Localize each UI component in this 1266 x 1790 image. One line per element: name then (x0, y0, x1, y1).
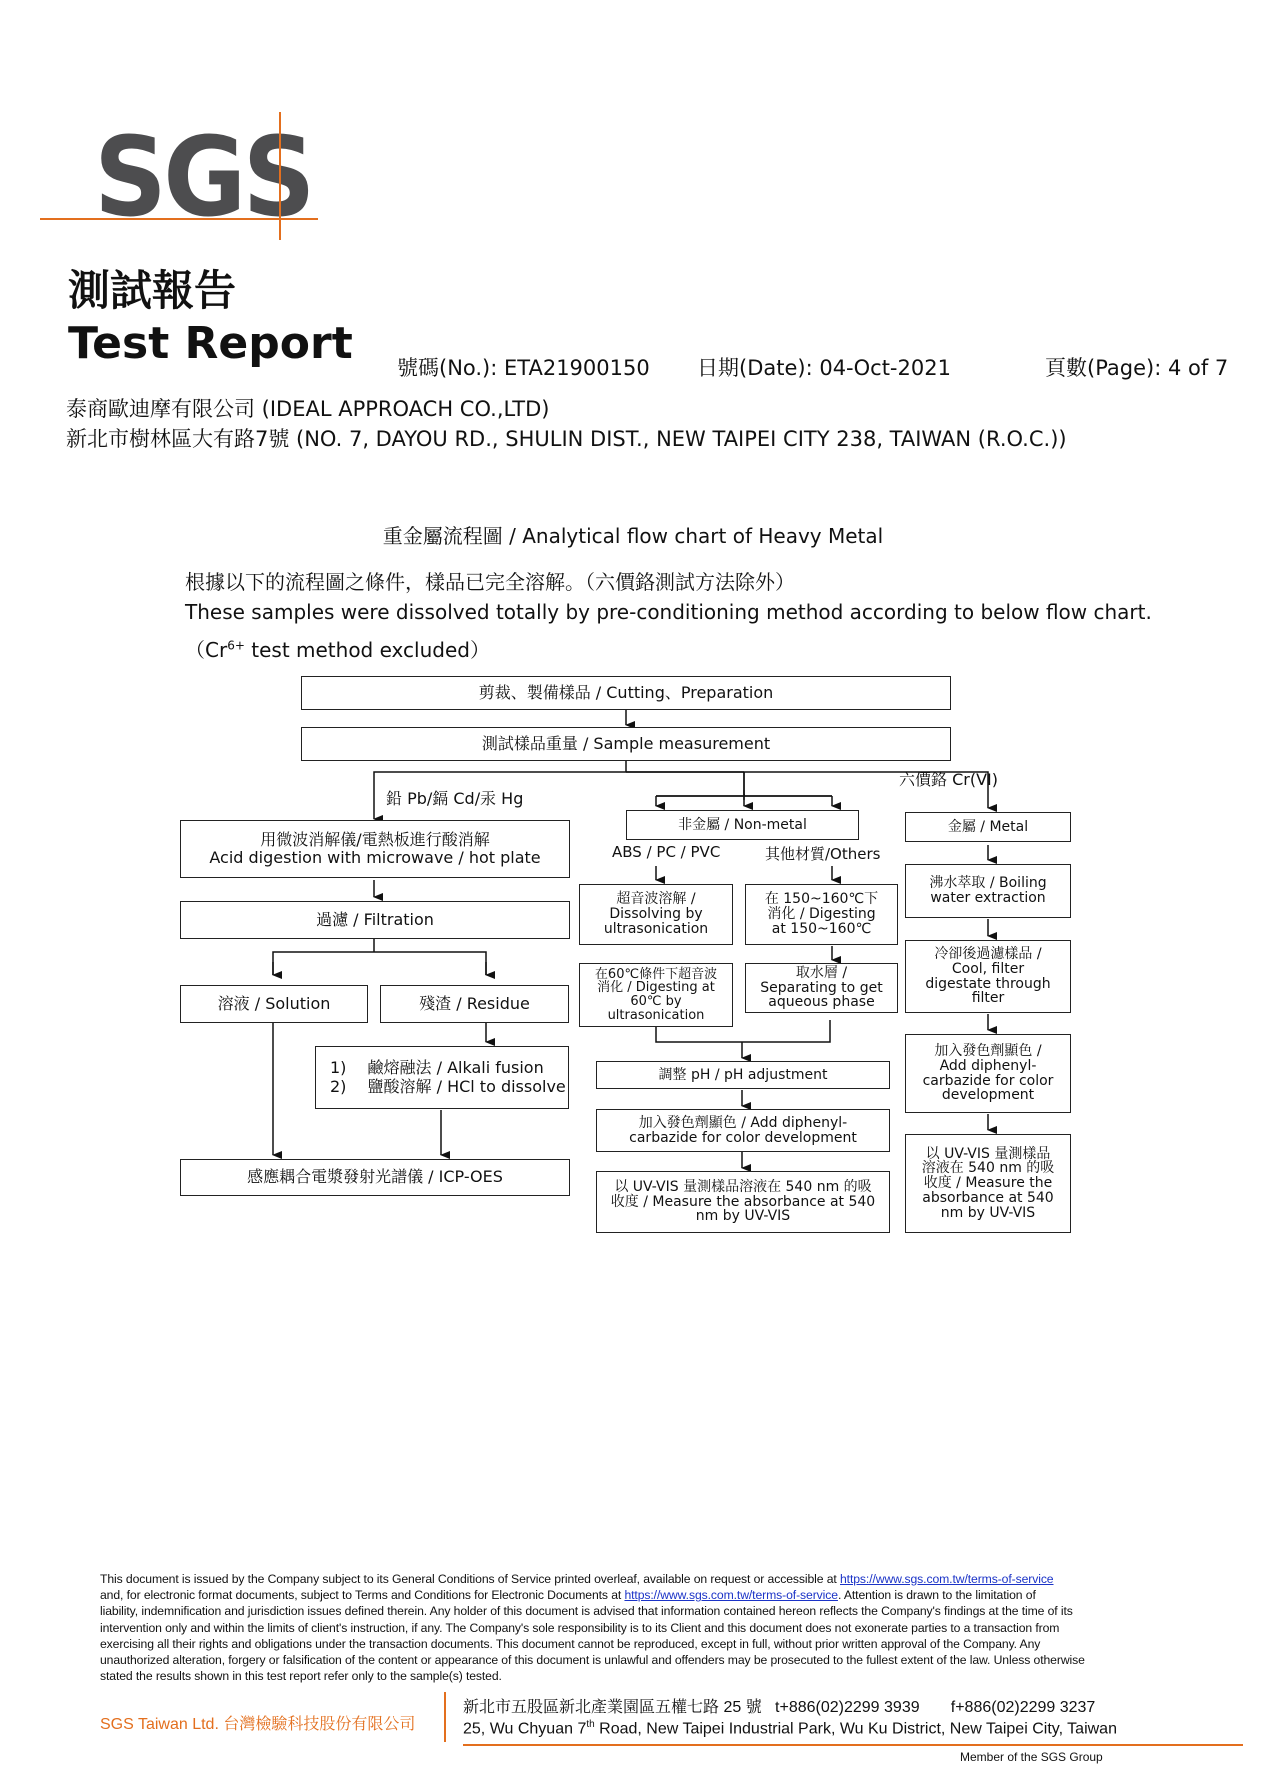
report-number: 號碼(No.): ETA21900150 (397, 356, 650, 380)
digest-150-box: 在 150~160℃下 消化 / Digesting at 150~160℃ (745, 884, 898, 945)
ph-adjust-box: 調整 pH / pH adjustment (596, 1061, 890, 1089)
client-company: 泰商歐迪摩有限公司 (IDEAL APPROACH CO.,LTD) (66, 397, 550, 421)
footer-rule (463, 1744, 1243, 1746)
intro-zh: 根據以下的流程圖之條件，樣品已完全溶解。（六價鉻測試方法除外） (185, 570, 795, 594)
footer-address-en: 25, Wu Chyuan 7th Road, New Taipei Industrial Park, Wu Ku District, New Taipei City, Taiwan (463, 1719, 1117, 1738)
diphenyl-right-box: 加入發色劑顯色 / Add diphenyl- carbazide for color development (905, 1034, 1071, 1113)
intro-en: These samples were dissolved totally by pre-conditioning method according to below flow chart. (185, 600, 1152, 624)
uvvis-right-box: 以 UV-VIS 量測樣品 溶液在 540 nm 的吸 收度 / Measure the absorbance at 540 nm by UV-VIS (905, 1134, 1071, 1233)
diphenyl-mid-box: 加入發色劑顯色 / Add diphenyl- carbazide for color development (596, 1109, 890, 1152)
others-label: 其他材質/Others (765, 845, 881, 863)
icp-oes-box: 感應耦合電漿發射光譜儀 / ICP-OES (180, 1159, 570, 1196)
aqueous-phase-box: 取水層 / Separating to get aqueous phase (745, 963, 898, 1013)
ultrasonication-box: 超音波溶解 / Dissolving by ultrasonication (579, 884, 733, 945)
report-title-en: Test Report (68, 318, 353, 369)
terms-link-2[interactable]: https://www.sgs.com.tw/terms-of-service (624, 1588, 838, 1603)
report-page: 頁數(Page): 4 of 7 (1045, 356, 1229, 380)
digest-60-box: 在60℃條件下超音波 消化 / Digesting at 60℃ by ultrasonication (579, 963, 733, 1027)
cutting-box: 剪裁、製備樣品 / Cutting、Preparation (301, 676, 951, 710)
sgs-logo-text: SGS (94, 113, 312, 241)
member-of-sgs: Member of the SGS Group (960, 1750, 1103, 1764)
footer-address-zh: 新北市五股區新北產業園區五權七路 25 號 t+886(02)2299 3939 f+886(02)2299 3237 (463, 1699, 1096, 1716)
filtration-box: 過濾 / Filtration (180, 901, 570, 939)
measure-box: 測試樣品重量 / Sample measurement (301, 727, 951, 761)
branch-pb-label: 鉛 Pb/鎘 Cd/汞 Hg (386, 789, 524, 808)
flowchart-title: 重金屬流程圖 / Analytical flow chart of Heavy Metal (382, 524, 884, 548)
residue-method-box: 1) 鹼熔融法 / Alkali fusion 2) 鹽酸溶解 / HCl to dissolve (315, 1046, 569, 1109)
intro-exclusion: （$Cr^{6+}$ test method excluded） (185, 638, 490, 662)
abs-pc-pvc-label: ABS / PC / PVC (612, 843, 721, 861)
footer-divider (444, 1692, 446, 1742)
report-title-zh: 測試報告 (68, 266, 237, 315)
nonmetal-box: 非金屬 / Non-metal (626, 810, 859, 840)
metal-box: 金屬 / Metal (905, 812, 1071, 842)
residue-box: 殘渣 / Residue (380, 985, 569, 1023)
terms-link-1[interactable]: https://www.sgs.com.tw/terms-of-service (840, 1572, 1054, 1586)
disclaimer: This document is issued by the Company subject to its General Conditions of Service printed overleaf, available on request or accessible at https://www.sgs.com.tw/terms-of-service and, for electronic format documents, subject to Terms and Conditions for Electronic Documents at https://www.sgs.com.tw/terms-of-service. Attention is drawn to the limitation of liability, indemnification and jurisdiction issues defined therein. Any holder of this document is advised that information contained hereon reflects the Company's findings at the time of its intervention only and within the limits of client's instruction, if any. The Company's sole responsibility is to its Client and this document does not exonerate parties to a transaction from exercising all their rights and obligations under the transaction documents. This document cannot be reproduced, except in full, without prior written approval of the Company. Any unauthorized alteration, forgery or falsification of the content or appearance of this document is unlawful and offenders may be prosecuted to the fullest extent of the law. Unless otherwise stated the results shown in this test report refer only to the sample(s) tested. (100, 1572, 1085, 1684)
uvvis-mid-box: 以 UV-VIS 量測樣品溶液在 540 nm 的吸 收度 / Measure the absorbance at 540 nm by UV-VIS (596, 1171, 890, 1233)
client-address: 新北市樹林區大有路7號 (NO. 7, DAYOU RD., SHULIN DIST., NEW TAIPEI CITY 238, TAIWAN (R.O.C.)) (66, 427, 1067, 451)
footer-company: SGS Taiwan Ltd. 台灣檢驗科技股份有限公司 (100, 1716, 416, 1733)
report-date: 日期(Date): 04-Oct-2021 (697, 356, 951, 380)
solution-box: 溶液 / Solution (180, 985, 368, 1023)
branch-cr-label: 六價鉻 Cr(VI) (899, 770, 998, 789)
acid-digestion-box: 用微波消解儀/電熱板進行酸消解 Acid digestion with microwave / hot plate (180, 820, 570, 878)
boiling-extraction-box: 沸水萃取 / Boiling water extraction (905, 864, 1071, 918)
cool-filter-box: 冷卻後過濾樣品 / Cool, filter digestate through filter (905, 940, 1071, 1013)
